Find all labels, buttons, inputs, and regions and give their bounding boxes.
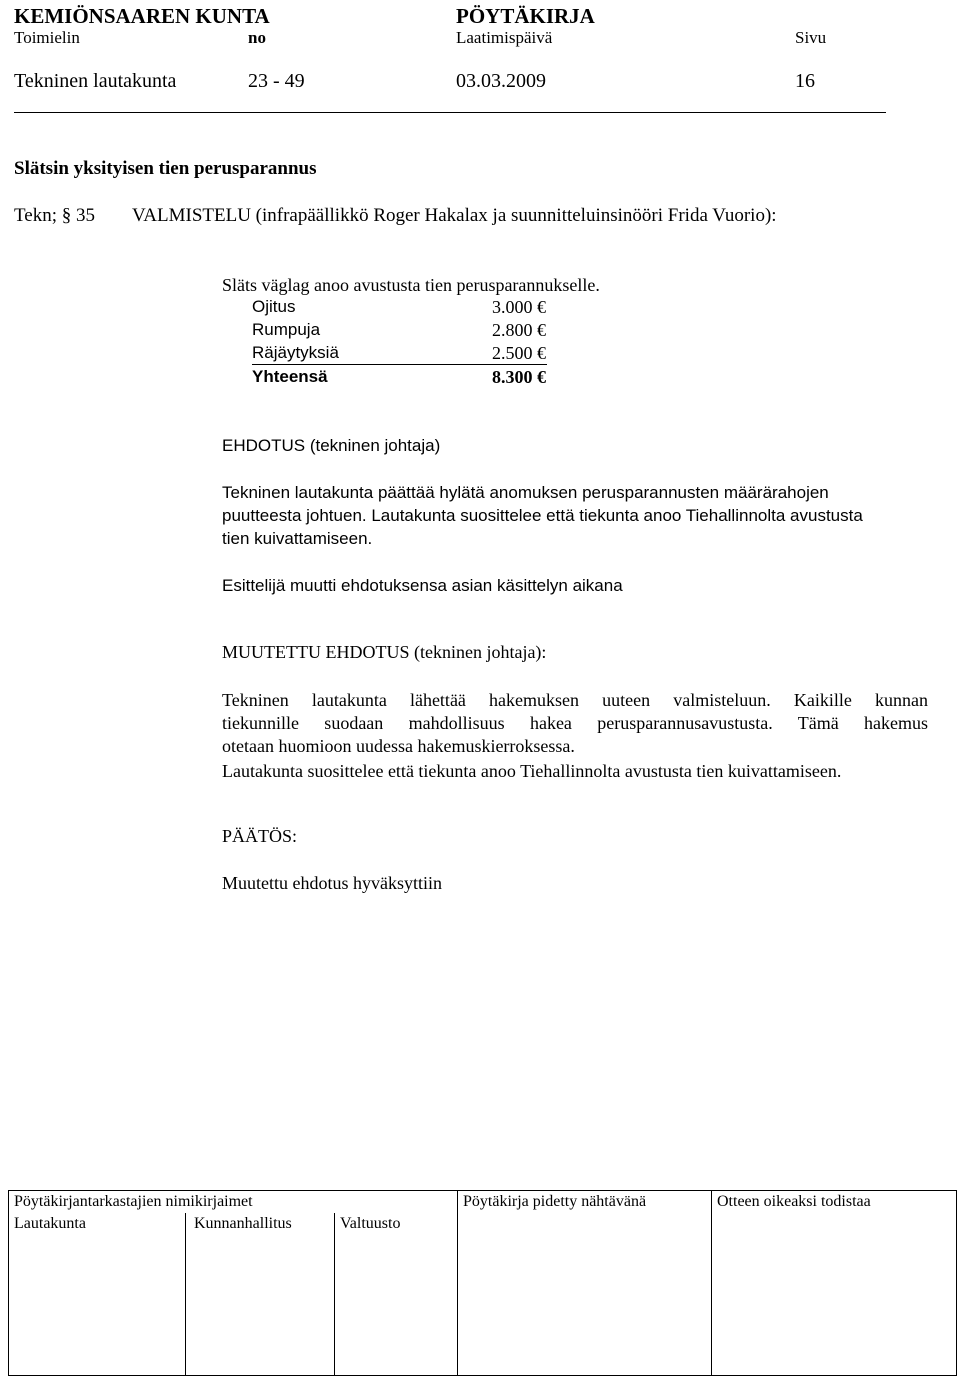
cost-total-rule <box>252 364 547 365</box>
value-page: 16 <box>795 70 815 92</box>
cost-total-label: Yhteensä <box>252 367 328 386</box>
section-title: Slätsin yksityisen tien perusparannus <box>14 158 317 179</box>
label-page: Sivu <box>795 28 827 47</box>
intro-text: Släts väglag anoo avustusta tien perusparannukselle. <box>222 275 600 295</box>
cost-label-3: Räjäytyksiä <box>252 343 339 362</box>
modified-proposal-heading: MUUTETTU EHDOTUS (tekninen johtaja): <box>222 642 547 662</box>
value-date: 03.03.2009 <box>456 70 546 92</box>
proposal-heading: EHDOTUS (tekninen johtaja) <box>222 436 441 455</box>
cost-amount-1: 3.000 € <box>492 297 546 317</box>
displayed-heading: Pöytäkirja pidetty nähtävänä <box>463 1193 647 1210</box>
preparation-heading: VALMISTELU (infrapäällikkö Roger Hakalax ja suunnitteluinsinööri Frida Vuorio): <box>132 205 777 226</box>
decision-heading: PÄÄTÖS: <box>222 826 298 846</box>
proposal-line-1: Tekninen lautakunta päättää hylätä anomuksen perusparannusten määrärahojen <box>222 483 829 502</box>
modified-line-4: Lautakunta suosittelee että tiekunta anoo Tiehallinnolta avustusta tien kuivattamiseen. <box>222 761 842 781</box>
value-body: Tekninen lautakunta <box>14 70 177 92</box>
certified-heading: Otteen oikeaksi todistaa <box>717 1193 871 1210</box>
label-body: Toimielin <box>14 28 80 47</box>
modified-line-2: tiekunnille suodaan mahdollisuus hakea perusparannusavustusta. Tämä hakemus <box>222 713 928 733</box>
displayed-column <box>458 1191 712 1375</box>
modified-line-3: otetaan huomioon uudessa hakemuskierroksessa. <box>222 736 575 756</box>
cost-amount-2: 2.800 € <box>492 320 546 340</box>
label-no: no <box>248 28 266 47</box>
sig-box-assembly: Valtuusto <box>340 1215 401 1232</box>
cost-total-amount: 8.300 € <box>492 367 546 387</box>
section-ref: Tekn; § 35 <box>14 205 95 226</box>
document-type: PÖYTÄKIRJA <box>456 4 595 28</box>
signatures-column <box>9 1191 458 1375</box>
proposal-line-2: puutteesta johtuen. Lautakunta suosittelee että tiekunta anoo Tiehallinnolta avustusta <box>222 506 863 525</box>
sig-divider-1 <box>185 1213 186 1375</box>
modified-line-1: Tekninen lautakunta lähettää hakemuksen uuteen valmisteluun. Kaikille kunnan <box>222 690 928 710</box>
value-no: 23 - 49 <box>248 70 305 92</box>
sig-divider-2 <box>334 1213 335 1375</box>
cost-amount-3: 2.500 € <box>492 343 546 363</box>
presenter-note: Esittelijä muutti ehdotuksensa asian käsittelyn aikana <box>222 576 623 595</box>
cost-label-2: Rumpuja <box>252 320 321 339</box>
header-rule <box>14 112 886 113</box>
proposal-line-3: tien kuivattamiseen. <box>222 529 373 548</box>
organization-name: KEMIÖNSAAREN KUNTA <box>14 4 270 28</box>
label-date: Laatimispäivä <box>456 28 553 47</box>
sig-box-board: Lautakunta <box>14 1215 86 1232</box>
sig-box-council: Kunnanhallitus <box>194 1215 292 1232</box>
cost-label-1: Ojitus <box>252 297 296 316</box>
signature-footer <box>8 1190 957 1376</box>
decision-text: Muutettu ehdotus hyväksyttiin <box>222 873 442 893</box>
signatures-heading: Pöytäkirjantarkastajien nimikirjaimet <box>14 1193 253 1210</box>
